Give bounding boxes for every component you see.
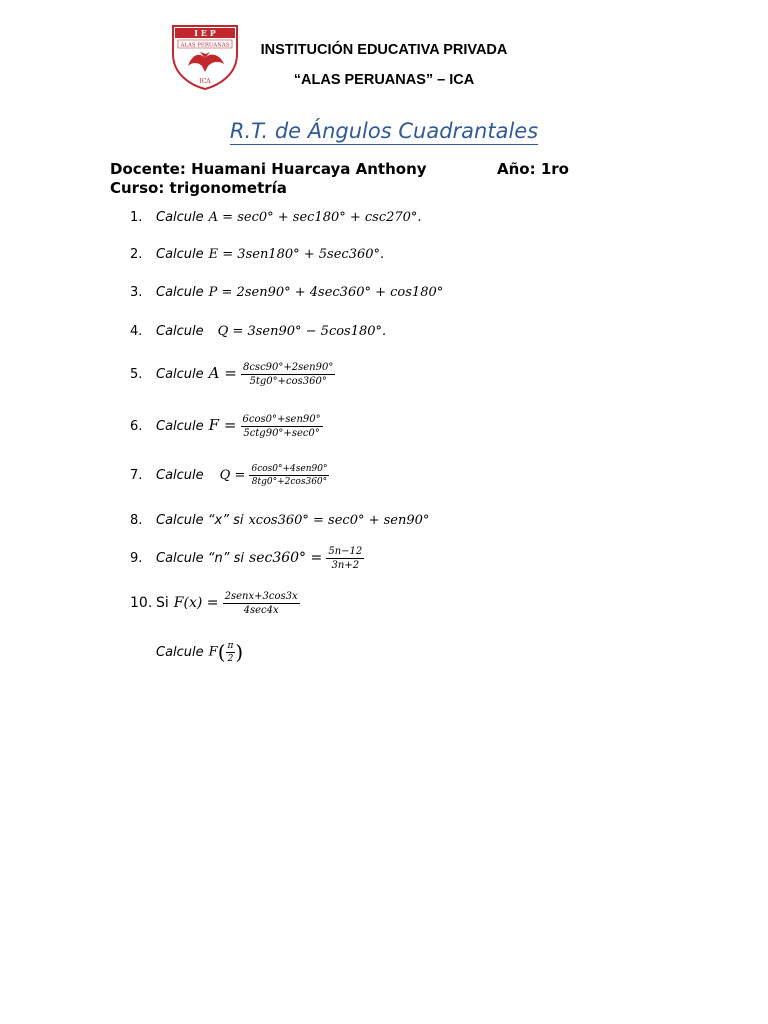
exercise-5: [130, 362, 335, 387]
fraction-numerator: π: [227, 640, 234, 651]
exercise-10: [130, 591, 300, 616]
exercise-number: 4.: [130, 324, 143, 339]
final-question: [156, 640, 243, 664]
institution-subtitle: “ALAS PERUANAS” – ICA: [293, 72, 475, 88]
year-line: Año: 1ro: [497, 160, 569, 178]
exercise-number: 2.: [130, 247, 143, 262]
teacher-line: Docente: Huamani Huarcaya Anthony: [110, 160, 427, 178]
fraction: [226, 641, 236, 664]
exercise-expression: Q = 3sen90° − 5cos180°.: [217, 324, 387, 339]
exercise-6: [130, 414, 323, 439]
exercise-command: Calcule: [156, 285, 204, 300]
exercise-expression: P = 2sen90° + 4sec360° + cos180°: [208, 285, 444, 300]
exercise-number: 5.: [130, 367, 143, 382]
page-title-text: R.T. de Ángulos Cuadrantales: [229, 119, 539, 143]
exercise-number: 3.: [130, 285, 143, 300]
exercise-4: [130, 324, 386, 339]
fraction-denominator: 5ctg90°+sec0°: [243, 428, 320, 439]
final-lhs: F: [208, 644, 218, 660]
exercise-command: Calcule: [156, 247, 204, 262]
exercise-command: Calcule “n” si: [156, 551, 245, 566]
exercise-number: 6.: [130, 419, 143, 434]
fraction-denominator: 3n+2: [331, 560, 360, 571]
exercise-expression: xcos360° = sec0° + sen90°: [248, 513, 430, 528]
fraction: [223, 591, 300, 616]
exercise-lhs: F(x) =: [173, 595, 219, 611]
fraction-numerator: 6cos0°+sen90°: [242, 414, 321, 425]
fraction-denominator: 2: [227, 653, 234, 664]
fraction: [241, 414, 323, 439]
fraction: [326, 546, 364, 571]
exercise-number: 9.: [130, 551, 143, 566]
exercise-2: [130, 247, 384, 262]
fraction-numerator: 2senx+3cos3x: [224, 591, 298, 602]
page-title: [200, 119, 568, 143]
exercise-expression: E = 3sen180° + 5sec360°.: [208, 247, 385, 262]
exercise-3: [130, 285, 443, 300]
exercise-1: [130, 210, 422, 225]
fraction-numerator: 8csc90°+2sen90°: [242, 362, 334, 373]
exercise-number: 7.: [130, 468, 143, 483]
fraction-denominator: 5tg0°+cos360°: [249, 376, 327, 387]
exercise-command: Calcule: [156, 367, 204, 382]
exercise-number: 10.: [130, 595, 153, 611]
logo-bottom-text: ICA: [199, 78, 211, 85]
exercise-command: Calcule “x” si: [156, 513, 244, 528]
fraction: [241, 362, 335, 387]
logo-band-text: ALAS PERUANAS: [180, 42, 230, 49]
exercise-command: Si: [156, 595, 169, 611]
fraction-denominator: 8tg0°+2cos360°: [251, 477, 328, 487]
exercise-9: [130, 546, 364, 571]
exercise-lhs: F =: [208, 416, 237, 434]
exercise-lhs: sec360° =: [249, 550, 323, 566]
exercise-number: 8.: [130, 513, 143, 528]
fraction-numerator: 5n−12: [328, 546, 363, 557]
exercise-command: Calcule: [156, 468, 204, 483]
exercise-lhs: A =: [208, 364, 237, 382]
course-line: Curso: trigonometría: [110, 179, 287, 197]
exercise-lhs: Q =: [219, 468, 246, 483]
fraction-numerator: 6cos0°+4sen90°: [251, 464, 328, 474]
exercise-expression: A = sec0° + sec180° + csc270°.: [208, 210, 422, 225]
exercise-command: Calcule: [156, 210, 204, 225]
open-paren: (: [217, 640, 226, 664]
exercise-7: [130, 464, 329, 487]
fraction-denominator: 4sec4x: [243, 605, 279, 616]
exercise-command: Calcule: [156, 324, 204, 339]
exercise-number: 1.: [130, 210, 143, 225]
logo-top-text: I E P: [194, 28, 216, 38]
close-paren: ): [235, 640, 244, 664]
final-command: Calcule: [156, 644, 204, 660]
fraction: [249, 464, 329, 487]
exercise-8: [130, 513, 429, 528]
exercise-command: Calcule: [156, 419, 204, 434]
institution-name: INSTITUCIÓN EDUCATIVA PRIVADA: [260, 42, 508, 58]
